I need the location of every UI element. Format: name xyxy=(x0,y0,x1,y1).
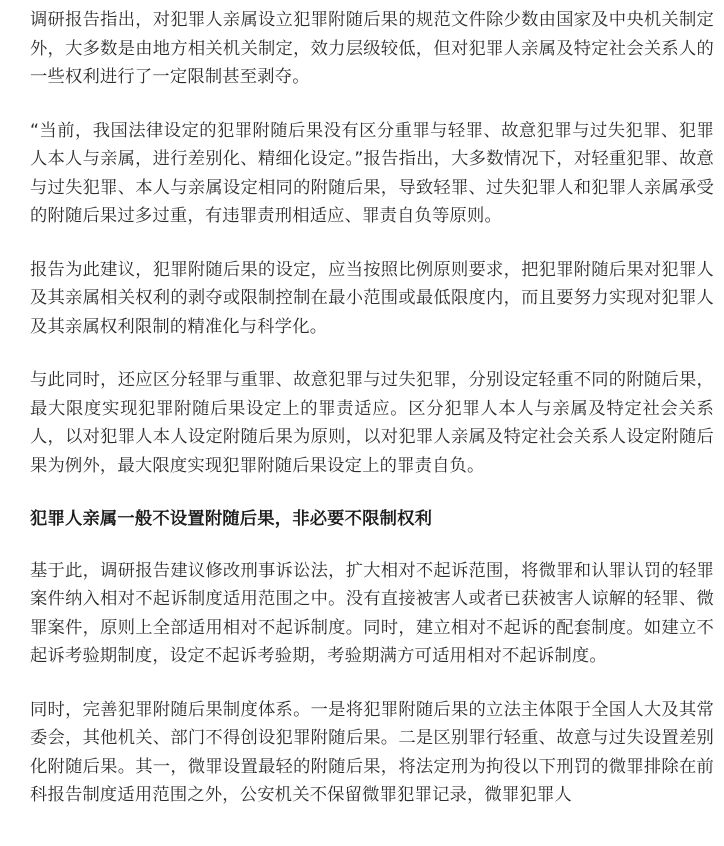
paragraph-6: 同时，完善犯罪附随后果制度体系。一是将犯罪附随后果的立法主体限于全国人大及其常委会，其他机关、部门不得创设犯罪附随后果。二是区别罪行轻重、故意与过失设置差别化附随后果。其一，微罪设置最轻的附随后果，将法定刑为拘役以下刑罚的微罪排除在前科报告制度适用范围之外，公安机关不保留微罪犯罪记录，微罪犯罪人 xyxy=(30,699,714,805)
paragraph-5: 基于此，调研报告建议修改刑事诉讼法，扩大相对不起诉范围，将微罪和认罪认罚的轻罪案件纳入相对不起诉制度适用范围之中。没有直接被害人或者已获被害人谅解的轻罪、微罪案件，原则上全部适用相对不起诉制度。同时，建立相对不起诉的配套制度。如建立不起诉考验期制度，设定不起诉考验期，考验期满方可适用相对不起诉制度。 xyxy=(30,560,714,666)
section-heading: 犯罪人亲属一般不设置附随后果，非必要不限制权利 xyxy=(30,509,433,529)
paragraph-2: “当前，我国法律设定的犯罪附随后果没有区分重罪与轻罪、故意犯罪与过失犯罪、犯罪人本人与亲属，进行差别化、精细化设定。”报告指出，大多数情况下，对轻重犯罪、故意与过失犯罪、本人与亲属设定相同的附随后果，导致轻罪、过失犯罪人和犯罪人亲属承受的附随后果过多过重，有违罪责刑相适应、罪责自负等原则。 xyxy=(30,120,714,226)
paragraph-3: 报告为此建议，犯罪附随后果的设定，应当按照比例原则要求，把犯罪附随后果对犯罪人及其亲属相关权利的剥夺或限制控制在最小范围或最低限度内，而且要努力实现对犯罪人及其亲属权利限制的精准化与科学化。 xyxy=(30,259,714,337)
article-body xyxy=(30,6,714,835)
paragraph-1: 调研报告指出，对犯罪人亲属设立犯罪附随后果的规范文件除少数由国家及中央机关制定外，大多数是由地方相关机关制定，效力层级较低，但对犯罪人亲属及特定社会关系人的一些权利进行了一定限制甚至剥夺。 xyxy=(30,10,714,87)
paragraph-4: 与此同时，还应区分轻罪与重罪、故意犯罪与过失犯罪，分别设定轻重不同的附随后果，最大限度实现犯罪附随后果设定上的罪责适应。区分犯罪人本人与亲属及特定社会关系人，以对犯罪人本人设定附随后果为原则，以对犯罪人亲属及特定社会关系人设定附随后果为例外，最大限度实现犯罪附随后果设定上的罪责自负。 xyxy=(30,370,714,476)
